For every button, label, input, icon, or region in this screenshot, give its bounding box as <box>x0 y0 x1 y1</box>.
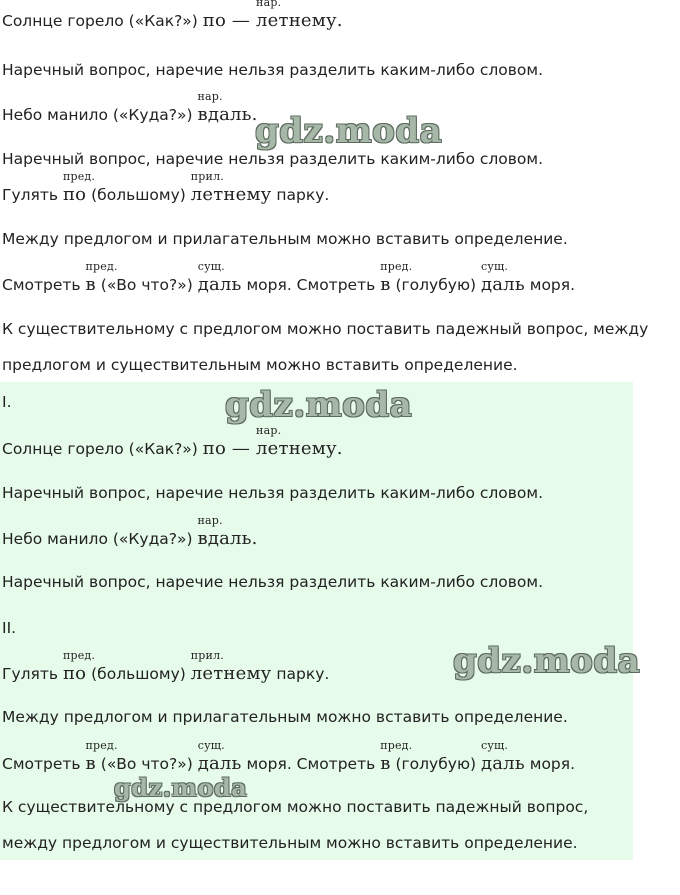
word: летнему <box>256 10 337 31</box>
annotated-word <box>85 739 118 774</box>
pos-tag: сущ. <box>480 260 509 273</box>
sentence-text: парку. <box>271 186 330 204</box>
word: в <box>85 753 96 774</box>
pos-tag: нар. <box>256 424 282 437</box>
annotated-word <box>380 739 413 774</box>
sentence-2 <box>2 90 258 125</box>
sentence-text: («Во что?») <box>95 755 198 773</box>
punctuation: . <box>336 10 343 31</box>
explanation-4b: предлогом и существительным можно вставить определение. <box>2 356 518 374</box>
annotated-word <box>190 649 272 684</box>
pos-tag: сущ. <box>197 260 225 273</box>
word: по <box>62 663 87 684</box>
sentence-text: Гулять <box>2 665 63 683</box>
section-two-label: II. <box>2 619 17 637</box>
explanation-3: Между предлогом и прилагательным можно вставить определение. <box>2 230 568 248</box>
sentence-text: (голубую) <box>390 755 481 773</box>
annotated-word <box>85 260 118 295</box>
sentence-text: Гулять <box>2 186 63 204</box>
watermark: gdz.moda <box>225 385 413 425</box>
pos-tag: прил. <box>190 170 224 183</box>
watermark: gdz.moda <box>114 773 248 802</box>
pos-tag: пред. <box>62 170 96 183</box>
annotated-word <box>256 0 337 31</box>
annotated-word <box>480 739 525 774</box>
explanation-4d: между предлогом и существительным можно вставить определение. <box>2 834 578 852</box>
annotated-word <box>197 260 242 295</box>
explanation-2: Наречный вопрос, наречие нельзя разделить каким-либо словом. <box>2 150 544 168</box>
sentence-text: Смотреть <box>2 755 86 773</box>
sentence-text: моря. <box>524 276 576 294</box>
annotated-word <box>190 170 272 205</box>
sentence-3 <box>2 170 330 205</box>
annotated-word <box>197 514 252 549</box>
punctuation: . <box>251 104 258 125</box>
word: в <box>380 274 391 295</box>
sentence-text: моря. Смотреть <box>241 755 381 773</box>
explanation-1: Наречный вопрос, наречие нельзя разделить каким-либо словом. <box>2 61 544 79</box>
word: по <box>62 184 87 205</box>
dash: — <box>226 10 257 31</box>
word: даль <box>197 274 242 295</box>
sentence-text: Небо манило («Куда?») <box>2 106 198 124</box>
sentence-2-repeat <box>2 514 258 549</box>
sentence-text: парку. <box>271 665 330 683</box>
annotated-word <box>197 90 252 125</box>
sentence-3-repeat <box>2 649 330 684</box>
explanation-3-repeat: Между предлогом и прилагательным можно вставить определение. <box>2 708 568 726</box>
pos-tag: прил. <box>190 649 224 662</box>
annotated-word <box>256 424 337 459</box>
dash: — <box>226 438 257 459</box>
sentence-text: (большому) <box>86 665 191 683</box>
pos-tag: пред. <box>85 260 118 273</box>
word: в <box>380 753 391 774</box>
handwritten-word: по <box>202 10 226 31</box>
sentence-4 <box>2 260 576 295</box>
annotated-word <box>62 170 96 205</box>
pos-tag: пред. <box>380 260 413 273</box>
word: летнему <box>190 663 272 684</box>
word: летнему <box>256 438 337 459</box>
pos-tag: пред. <box>85 739 118 752</box>
annotated-word <box>197 739 242 774</box>
watermark: gdz.moda <box>453 641 641 681</box>
watermark: gdz.moda <box>255 111 443 151</box>
explanation-4c: К существительному с предлогом можно поставить падежный вопрос, <box>2 798 589 816</box>
pos-tag: пред. <box>62 649 96 662</box>
explanation-4a: К существительному с предлогом можно поставить падежный вопрос, между <box>2 320 649 338</box>
sentence-text: Смотреть <box>2 276 86 294</box>
sentence-text: Солнце горело («Как?») <box>2 12 203 30</box>
sentence-text: (голубую) <box>390 276 481 294</box>
word: летнему <box>190 184 272 205</box>
sentence-text: моря. Смотреть <box>241 276 381 294</box>
word: даль <box>197 753 242 774</box>
pos-tag: нар. <box>197 514 223 527</box>
punctuation: . <box>336 438 343 459</box>
word: даль <box>480 274 525 295</box>
word: вдаль <box>197 528 252 549</box>
pos-tag: пред. <box>380 739 413 752</box>
sentence-text: Небо манило («Куда?») <box>2 530 198 548</box>
pos-tag: сущ. <box>480 739 509 752</box>
explanation-1-repeat: Наречный вопрос, наречие нельзя разделить каким-либо словом. <box>2 484 544 502</box>
pos-tag: нар. <box>256 0 282 9</box>
explanation-2-repeat: Наречный вопрос, наречие нельзя разделить каким-либо словом. <box>2 573 544 591</box>
annotated-word <box>62 649 96 684</box>
sentence-1 <box>2 0 343 31</box>
word: в <box>85 274 96 295</box>
annotated-word <box>480 260 525 295</box>
sentence-text: (большому) <box>86 186 191 204</box>
sentence-text: («Во что?») <box>95 276 198 294</box>
sentence-4-repeat <box>2 739 576 774</box>
annotated-word <box>380 260 413 295</box>
word: вдаль <box>197 104 252 125</box>
word: даль <box>480 753 525 774</box>
sentence-text: моря. <box>524 755 576 773</box>
punctuation: . <box>251 528 258 549</box>
sentence-text: Солнце горело («Как?») <box>2 440 203 458</box>
pos-tag: сущ. <box>197 739 225 752</box>
pos-tag: нар. <box>197 90 223 103</box>
sentence-1-repeat <box>2 424 343 459</box>
section-one-label: I. <box>2 393 12 411</box>
handwritten-word: по <box>202 438 226 459</box>
